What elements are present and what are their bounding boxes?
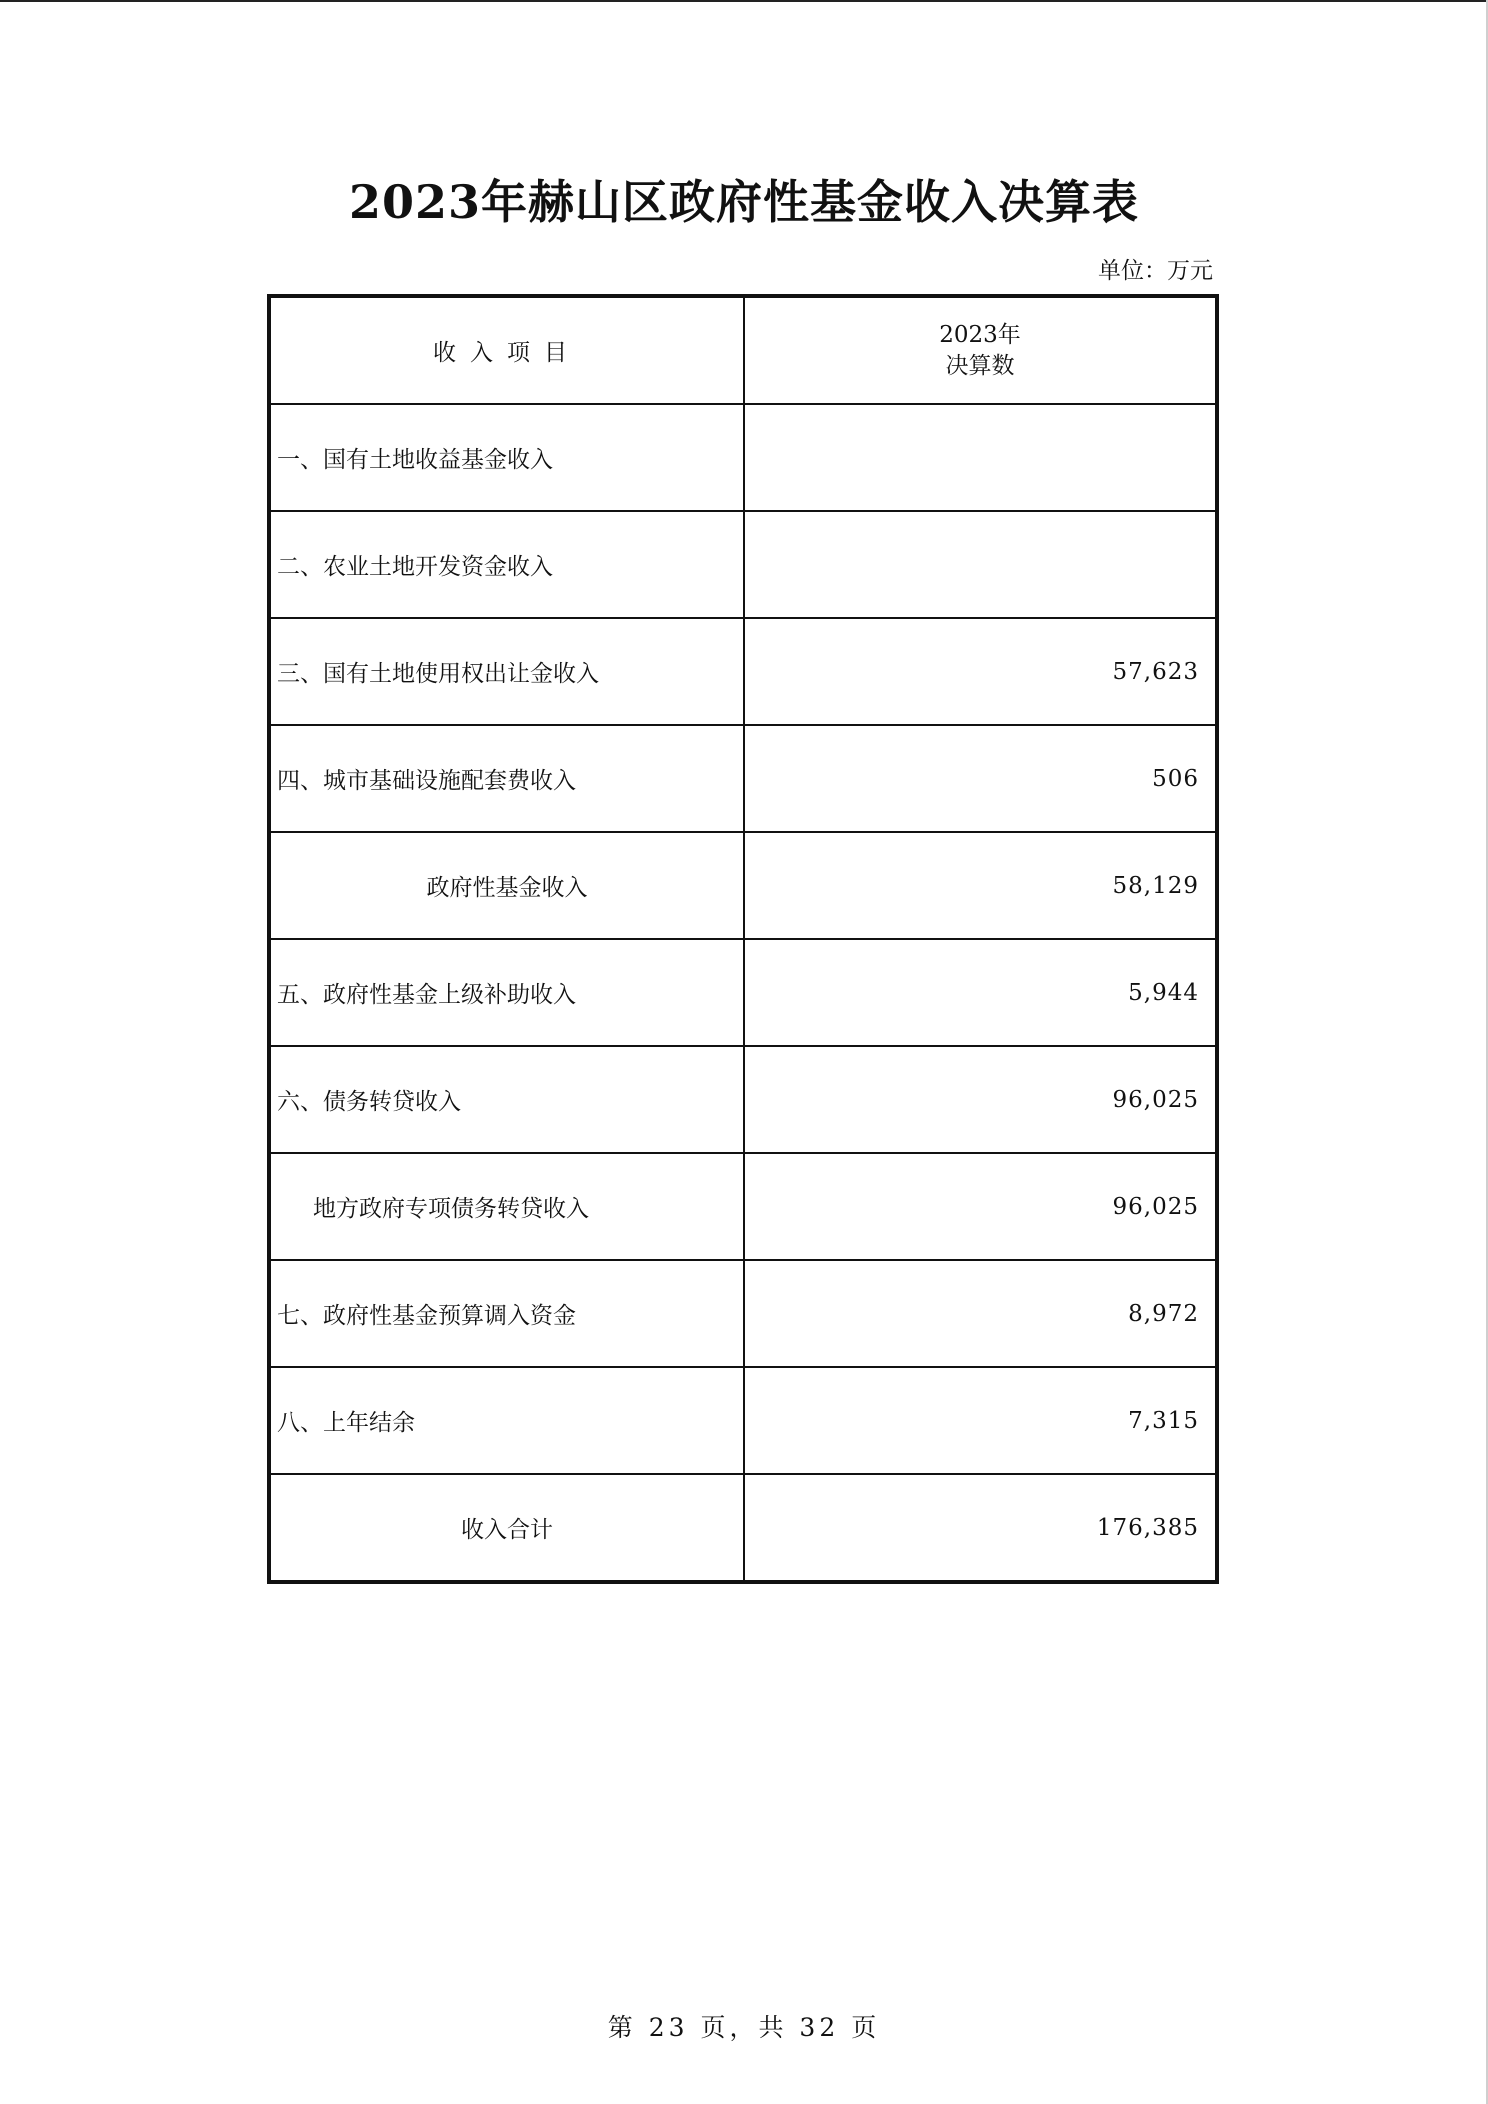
table-row [269, 1367, 1217, 1474]
row-value: 8,972 [744, 1260, 1217, 1367]
subtotal-label: 政府性基金收入 [269, 832, 744, 939]
row-value: 506 [744, 725, 1217, 832]
row-value: 96,025 [744, 1153, 1217, 1260]
row-value: 5,944 [744, 939, 1217, 1046]
row-item-label: 七、政府性基金预算调入资金 [269, 1260, 744, 1367]
page-top-border [0, 0, 1488, 2]
total-row [269, 1474, 1217, 1582]
row-item-label: 一、国有土地收益基金收入 [269, 404, 744, 511]
row-value: 7,315 [744, 1367, 1217, 1474]
row-item-label: 二、农业土地开发资金收入 [269, 511, 744, 618]
document-title: 2023年赫山区政府性基金收入决算表 [348, 175, 1140, 229]
header-value-year: 2023年 [939, 321, 1021, 348]
table-row [269, 511, 1217, 618]
table-row [269, 404, 1217, 511]
table-row [269, 1153, 1217, 1260]
subtotal-value: 58,129 [744, 832, 1217, 939]
table-row [269, 939, 1217, 1046]
table-row [269, 725, 1217, 832]
row-item-label: 三、国有土地使用权出让金收入 [269, 618, 744, 725]
row-item-label: 四、城市基础设施配套费收入 [269, 725, 744, 832]
row-value [744, 511, 1217, 618]
total-value: 176,385 [744, 1474, 1217, 1582]
header-value-label: 决算数 [945, 352, 1015, 379]
row-item-label: 六、债务转贷收入 [269, 1046, 744, 1153]
total-label: 收入合计 [269, 1474, 744, 1582]
row-item-label: 八、上年结余 [269, 1367, 744, 1474]
row-item-label: 地方政府专项债务转贷收入 [269, 1153, 744, 1260]
row-item-label: 五、政府性基金上级补助收入 [269, 939, 744, 1046]
row-value: 57,623 [744, 618, 1217, 725]
row-value: 96,025 [744, 1046, 1217, 1153]
fund-revenue-table [267, 294, 1219, 1584]
table-row [269, 1046, 1217, 1153]
table-header-row [269, 296, 1217, 404]
table-row [269, 618, 1217, 725]
unit-label: 单位：万元 [1098, 258, 1213, 284]
table-row [269, 1260, 1217, 1367]
header-value-cell [744, 296, 1217, 404]
page-number-footer: 第 23 页，共 32 页 [607, 2013, 881, 2042]
subtotal-row [269, 832, 1217, 939]
header-item-cell: 收入项目 [269, 296, 744, 404]
row-value [744, 404, 1217, 511]
